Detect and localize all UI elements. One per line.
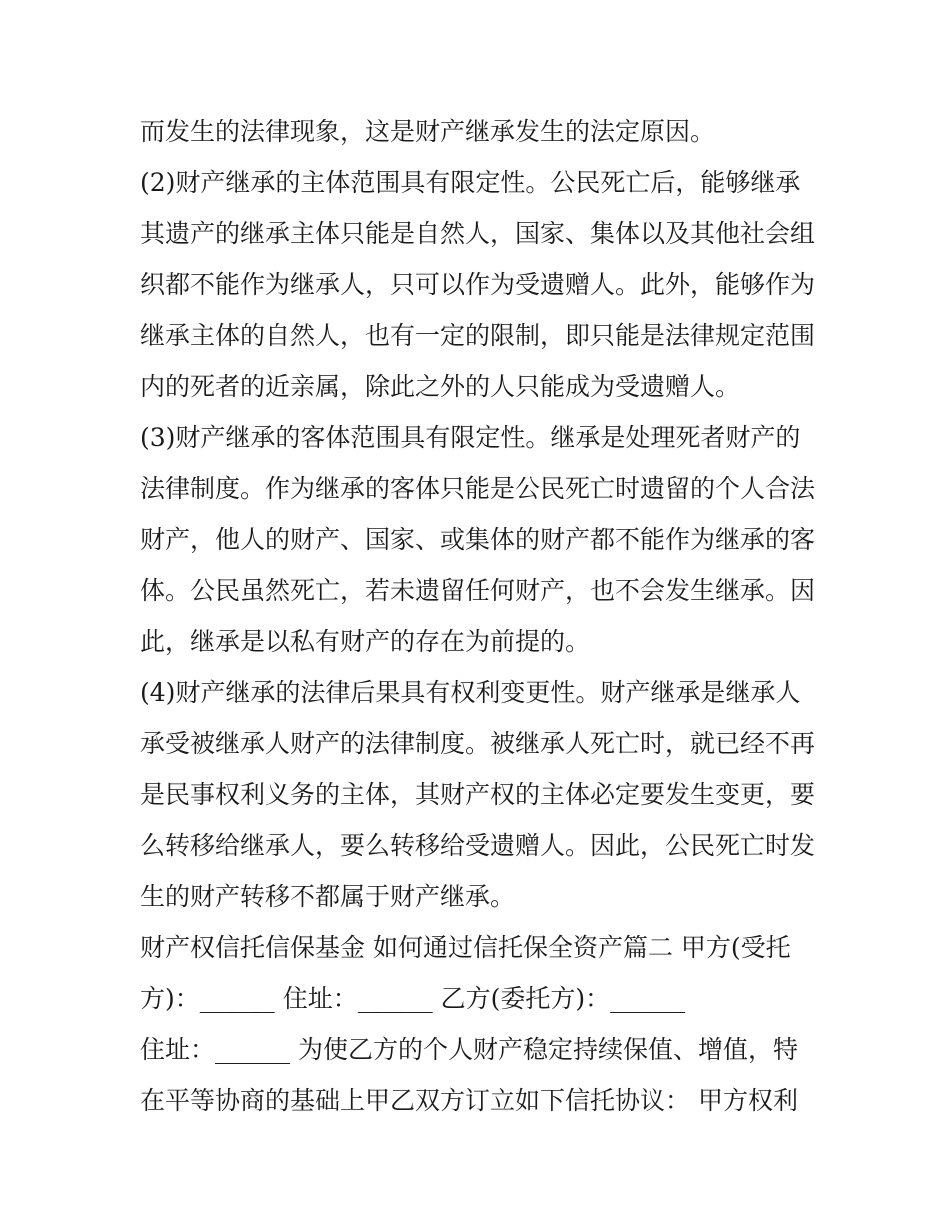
text-line: 财产权信托信保基金 如何通过信托保全资产篇二 甲方(受托: [140, 933, 791, 962]
document-body: [140, 106, 820, 1126]
text-line: 体。公民虽然死亡，若未遗留任何财产，也不会发生继承。因: [140, 576, 816, 605]
text-line: 内的死者的近亲属，除此之外的人只能成为受遗赠人。: [140, 372, 741, 401]
text-line: 在平等协商的基础上甲乙双方订立如下信托协议： 甲方权利: [140, 1086, 798, 1115]
text-line: 财产，他人的财产、国家、或集体的财产都不能作为继承的客: [140, 525, 816, 554]
text-line: 继承主体的自然人，也有一定的限制，即只能是法律规定范围: [140, 321, 816, 350]
text-line: 生的财产转移不都属于财产继承。: [140, 882, 516, 911]
text-line: 其遗产的继承主体只能是自然人，国家、集体以及其他社会组: [140, 219, 816, 248]
text-line: 么转移给继承人，要么转移给受遗赠人。因此，公民死亡时发: [140, 831, 816, 860]
text-line: 方)：______ 住址：______ 乙方(委托方)：______: [140, 984, 686, 1013]
text-line: 织都不能作为继承人，只可以作为受遗赠人。此外，能够作为: [140, 270, 816, 299]
text-line: 住址：______ 为使乙方的个人财产稳定持续保值、增值，特: [140, 1035, 798, 1064]
text-line: (4)财产继承的法律后果具有权利变更性。财产继承是继承人: [140, 678, 801, 707]
text-line: (2)财产继承的主体范围具有限定性。公民死亡后，能够继承: [140, 168, 801, 197]
text-line: (3)财产继承的客体范围具有限定性。继承是处理死者财产的: [140, 423, 801, 452]
text-line: 法律制度。作为继承的客体只能是公民死亡时遗留的个人合法: [140, 474, 816, 503]
text-line: 而发生的法律现象，这是财产继承发生的法定原因。: [140, 117, 716, 146]
text-line: 是民事权利义务的主体，其财产权的主体必定要发生变更，要: [140, 780, 816, 809]
text-line: 承受被继承人财产的法律制度。被继承人死亡时，就已经不再: [140, 729, 816, 758]
text-line: 此，继承是以私有财产的存在为前提的。: [140, 627, 591, 656]
